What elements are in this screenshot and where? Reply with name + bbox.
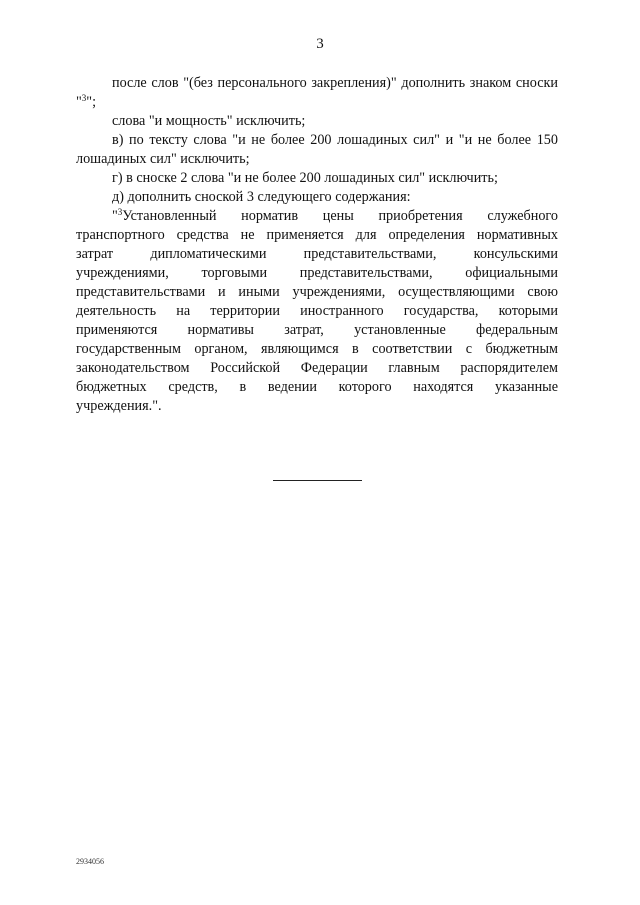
quote-line: деятельность на территории иностранного государства, которыми xyxy=(76,303,558,319)
quote-line: государственным органом, являющимся в соответствии с бюджетным xyxy=(76,341,558,357)
footnote-mark: 3 xyxy=(81,93,87,103)
page-number: 3 xyxy=(316,36,324,52)
document-code: 2934056 xyxy=(76,857,104,866)
paragraph-footnote-sign xyxy=(76,74,558,112)
paragraph-item-d: д) дополнить сноской 3 следующего содержания: xyxy=(112,189,411,205)
quote-line: учреждения.". xyxy=(76,398,162,414)
quote-line: представительствами и иными учреждениями, осуществляющими свою xyxy=(76,284,558,300)
footnote-quote xyxy=(76,207,558,416)
paragraph-exclude-power: слова "и мощность" исключить; xyxy=(112,113,306,129)
quote-line: законодательством Российской Федерации главным распорядителем xyxy=(76,360,558,376)
quote-line: учреждениями, торговыми представительствами, официальными xyxy=(76,265,558,281)
quote-line-text: Установленный норматив цены приобретения служебного xyxy=(122,208,558,224)
quote-line: затрат дипломатическими представительствами, консульскими xyxy=(76,246,558,262)
end-divider xyxy=(273,480,362,481)
quote-line: бюджетных средств, в ведении которого находятся указанные xyxy=(76,379,558,395)
quote-line: применяются нормативы затрат, установленные федеральным xyxy=(76,322,558,338)
paragraph-text-tail: "; xyxy=(86,94,97,110)
document-body xyxy=(76,74,558,416)
quote-open-mark: " xyxy=(112,208,118,224)
quote-line: транспортного средства не применяется для определения нормативных xyxy=(76,227,558,243)
quote-line xyxy=(76,207,558,226)
paragraph-item-g: г) в сноске 2 слова "и не более 200 лошадиных сил" исключить; xyxy=(112,170,498,186)
footnote-mark: 3 xyxy=(117,207,123,217)
paragraph-item-v: в) по тексту слова "и не более 200 лошадиных сил" и "и не более 150 лошадиных сил" исключить; xyxy=(76,132,558,167)
paragraph-text: после слов "(без персонального закрепления)" дополнить знаком сноски " xyxy=(76,75,558,110)
